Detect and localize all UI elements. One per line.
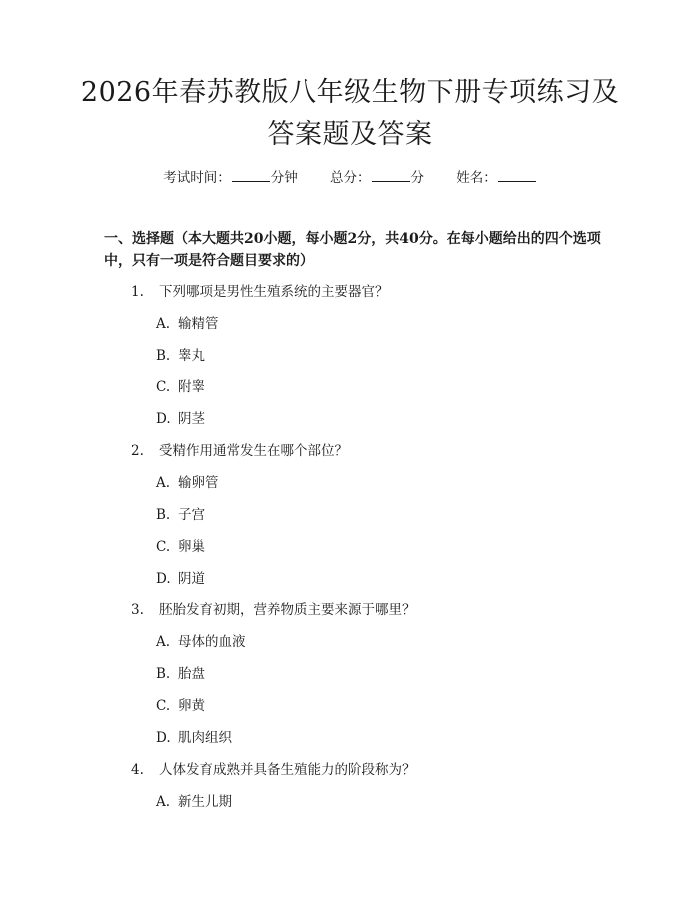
option-text: 卵巢 bbox=[178, 539, 205, 555]
option-text: 新生儿期 bbox=[178, 794, 232, 810]
total-score-blank[interactable] bbox=[372, 168, 410, 182]
question-4-option-a bbox=[156, 792, 596, 812]
option-letter: C. bbox=[156, 539, 171, 555]
question-3-option-b bbox=[156, 664, 596, 684]
option-letter: C. bbox=[156, 379, 171, 395]
option-text: 母体的血液 bbox=[178, 634, 246, 650]
option-letter: C. bbox=[156, 698, 171, 714]
question-3-option-a bbox=[156, 632, 596, 652]
exam-time-unit: 分钟 bbox=[270, 170, 298, 186]
question-text: 下列哪项是男性生殖系统的主要器官？ bbox=[159, 284, 389, 300]
student-name-label: 姓名： bbox=[456, 170, 497, 186]
option-letter: D. bbox=[156, 571, 171, 587]
exam-time-label: 考试时间： bbox=[163, 170, 231, 186]
document-title: 2026年春苏教版八年级生物下册专项练习及答案题及答案 bbox=[80, 77, 620, 150]
question-number: 3. bbox=[131, 602, 144, 618]
option-text: 输精管 bbox=[178, 316, 219, 332]
option-text: 卵黄 bbox=[178, 698, 205, 714]
option-letter: A. bbox=[156, 316, 171, 332]
option-letter: B. bbox=[156, 348, 171, 364]
question-1-option-d bbox=[156, 409, 596, 429]
question-number: 4. bbox=[131, 762, 144, 778]
question-1-option-c bbox=[156, 377, 596, 397]
question-2-option-c bbox=[156, 537, 596, 557]
option-letter: D. bbox=[156, 730, 171, 746]
option-text: 输卵管 bbox=[178, 475, 219, 491]
option-text: 阴茎 bbox=[178, 411, 205, 427]
option-letter: D. bbox=[156, 411, 171, 427]
question-number: 1. bbox=[131, 284, 144, 300]
question-text: 胚胎发育初期，营养物质主要来源于哪里？ bbox=[159, 602, 416, 618]
total-score-unit: 分 bbox=[410, 170, 424, 186]
option-text: 肌肉组织 bbox=[178, 730, 232, 746]
student-name-blank[interactable] bbox=[498, 168, 536, 182]
exam-time-field bbox=[163, 168, 298, 188]
option-text: 胎盘 bbox=[178, 666, 205, 682]
question-1 bbox=[131, 282, 611, 302]
question-3-option-d bbox=[156, 728, 596, 748]
total-score-field bbox=[330, 168, 424, 188]
option-letter: B. bbox=[156, 666, 171, 682]
question-text: 受精作用通常发生在哪个部位？ bbox=[159, 443, 348, 459]
option-text: 睾丸 bbox=[178, 348, 205, 364]
option-letter: B. bbox=[156, 507, 171, 523]
student-name-field bbox=[456, 168, 537, 188]
question-number: 2. bbox=[131, 443, 144, 459]
question-3 bbox=[131, 600, 611, 620]
question-3-option-c bbox=[156, 696, 596, 716]
question-2-option-b bbox=[156, 505, 596, 525]
question-1-option-b bbox=[156, 346, 596, 366]
exam-time-blank[interactable] bbox=[232, 168, 270, 182]
option-text: 阴道 bbox=[178, 571, 205, 587]
question-4 bbox=[131, 760, 611, 780]
total-score-label: 总分： bbox=[330, 170, 371, 186]
exam-meta-line bbox=[0, 168, 700, 188]
question-2-option-d bbox=[156, 569, 596, 589]
option-letter: A. bbox=[156, 634, 171, 650]
option-letter: A. bbox=[156, 475, 171, 491]
option-text: 附睾 bbox=[178, 379, 205, 395]
question-1-option-a bbox=[156, 314, 596, 334]
section-heading-choice: 一、选择题（本大题共20小题，每小题2分，共40分。在每小题给出的四个选项中，只有一项是符合题目要求的） bbox=[104, 231, 601, 269]
question-2-option-a bbox=[156, 473, 596, 493]
question-2 bbox=[131, 441, 611, 461]
question-text: 人体发育成熟并具备生殖能力的阶段称为？ bbox=[159, 762, 416, 778]
option-letter: A. bbox=[156, 794, 171, 810]
option-text: 子宫 bbox=[178, 507, 205, 523]
